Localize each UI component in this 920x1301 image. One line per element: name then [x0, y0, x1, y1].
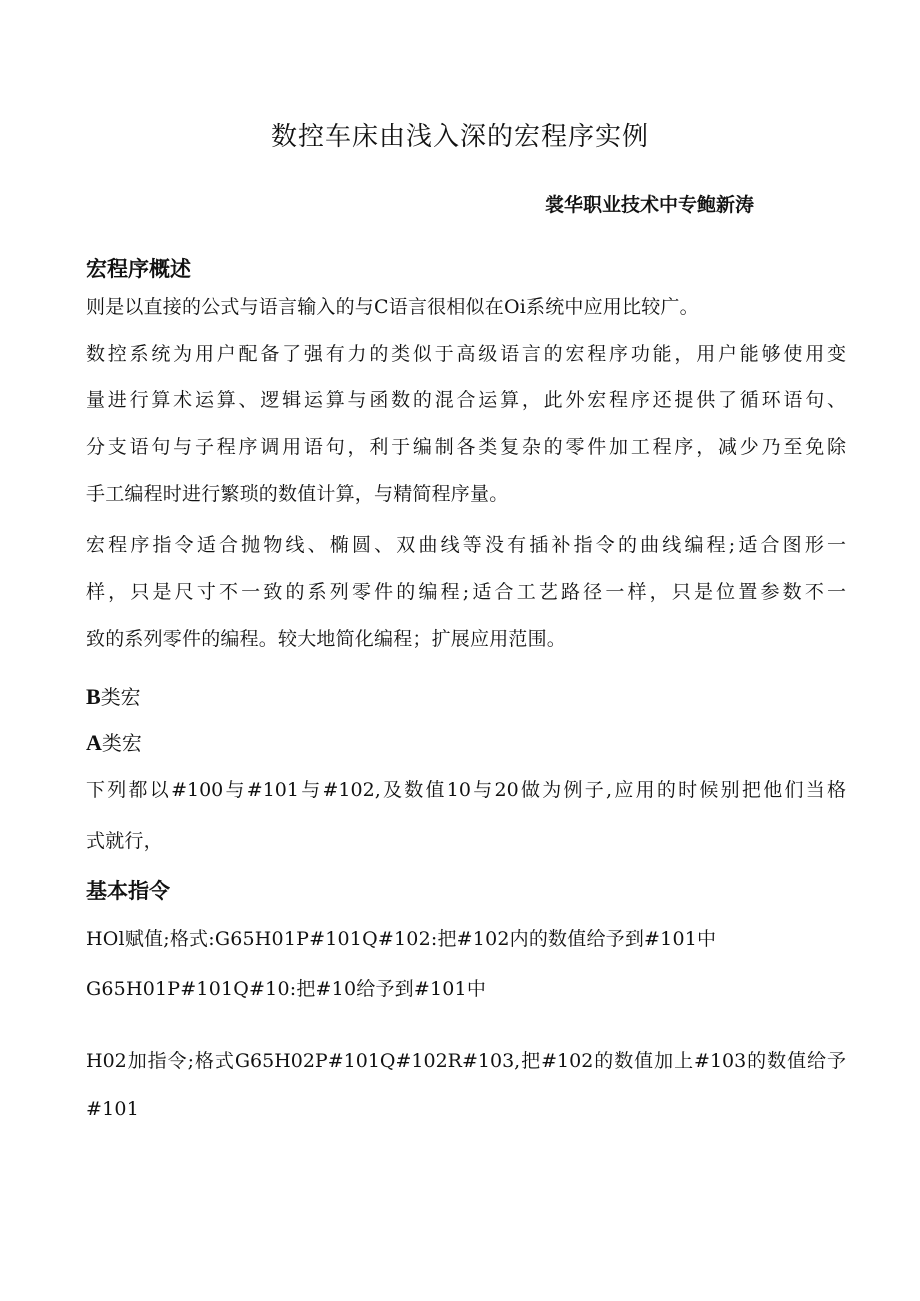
paragraph-line: 式就行， [86, 830, 163, 852]
section-heading-basic-instructions: 基本指令 [86, 879, 170, 903]
paragraph-line: 则是以直接的公式与语言输入的与C语言很相似在Oi系统中应用比较广。 [86, 296, 699, 318]
instruction-line: #101 [86, 1098, 139, 1120]
paragraph-line: 分支语句与子程序调用语句，利于编制各类复杂的零件加工程序，减少乃至免除 [86, 436, 846, 458]
instruction-line: G65H01P#101Q#10:把#10给予到#101中 [86, 978, 487, 1000]
section-heading-b-macro [86, 681, 141, 710]
paragraph-line: 数控系统为用户配备了强有力的类似于高级语言的宏程序功能，用户能够使用变 [86, 343, 846, 365]
instruction-line: HOl赋值;格式:G65H01P#101Q#102:把#102内的数值给予到#101中 [86, 928, 717, 950]
paragraph-line: 宏程序指令适合抛物线、椭圆、双曲线等没有插补指令的曲线编程;适合图形一 [86, 534, 846, 556]
document-author: 裳华职业技术中专鲍新涛 [545, 194, 755, 216]
section-heading-a-letter: A [86, 730, 102, 755]
paragraph-line: 手工编程时进行繁琐的数值计算，与精简程序量。 [86, 483, 509, 505]
section-heading-a-text: 类宏 [101, 731, 142, 755]
section-heading-b-letter: B [86, 684, 101, 709]
paragraph-line: 样，只是尺寸不一致的系列零件的编程;适合工艺路径一样，只是位置参数不一 [86, 581, 846, 603]
paragraph-line: 量进行算术运算、逻辑运算与函数的混合运算，此外宏程序还提供了循环语句、 [86, 389, 846, 411]
section-heading-overview: 宏程序概述 [86, 257, 191, 281]
section-heading-a-macro [86, 727, 142, 756]
document-title: 数控车床由浅入深的宏程序实例 [270, 122, 649, 152]
paragraph-line: 致的系列零件的编程。较大地简化编程；扩展应用范围。 [86, 628, 567, 650]
instruction-line: H02加指令;格式G65H02P#101Q#102R#103,把#102的数值加上#103的数值给予 [86, 1050, 846, 1072]
section-heading-b-text: 类宏 [100, 685, 141, 709]
paragraph-line: 下列都以#100与#101与#102,及数值10与20做为例子,应用的时候别把他们当格 [86, 779, 846, 801]
